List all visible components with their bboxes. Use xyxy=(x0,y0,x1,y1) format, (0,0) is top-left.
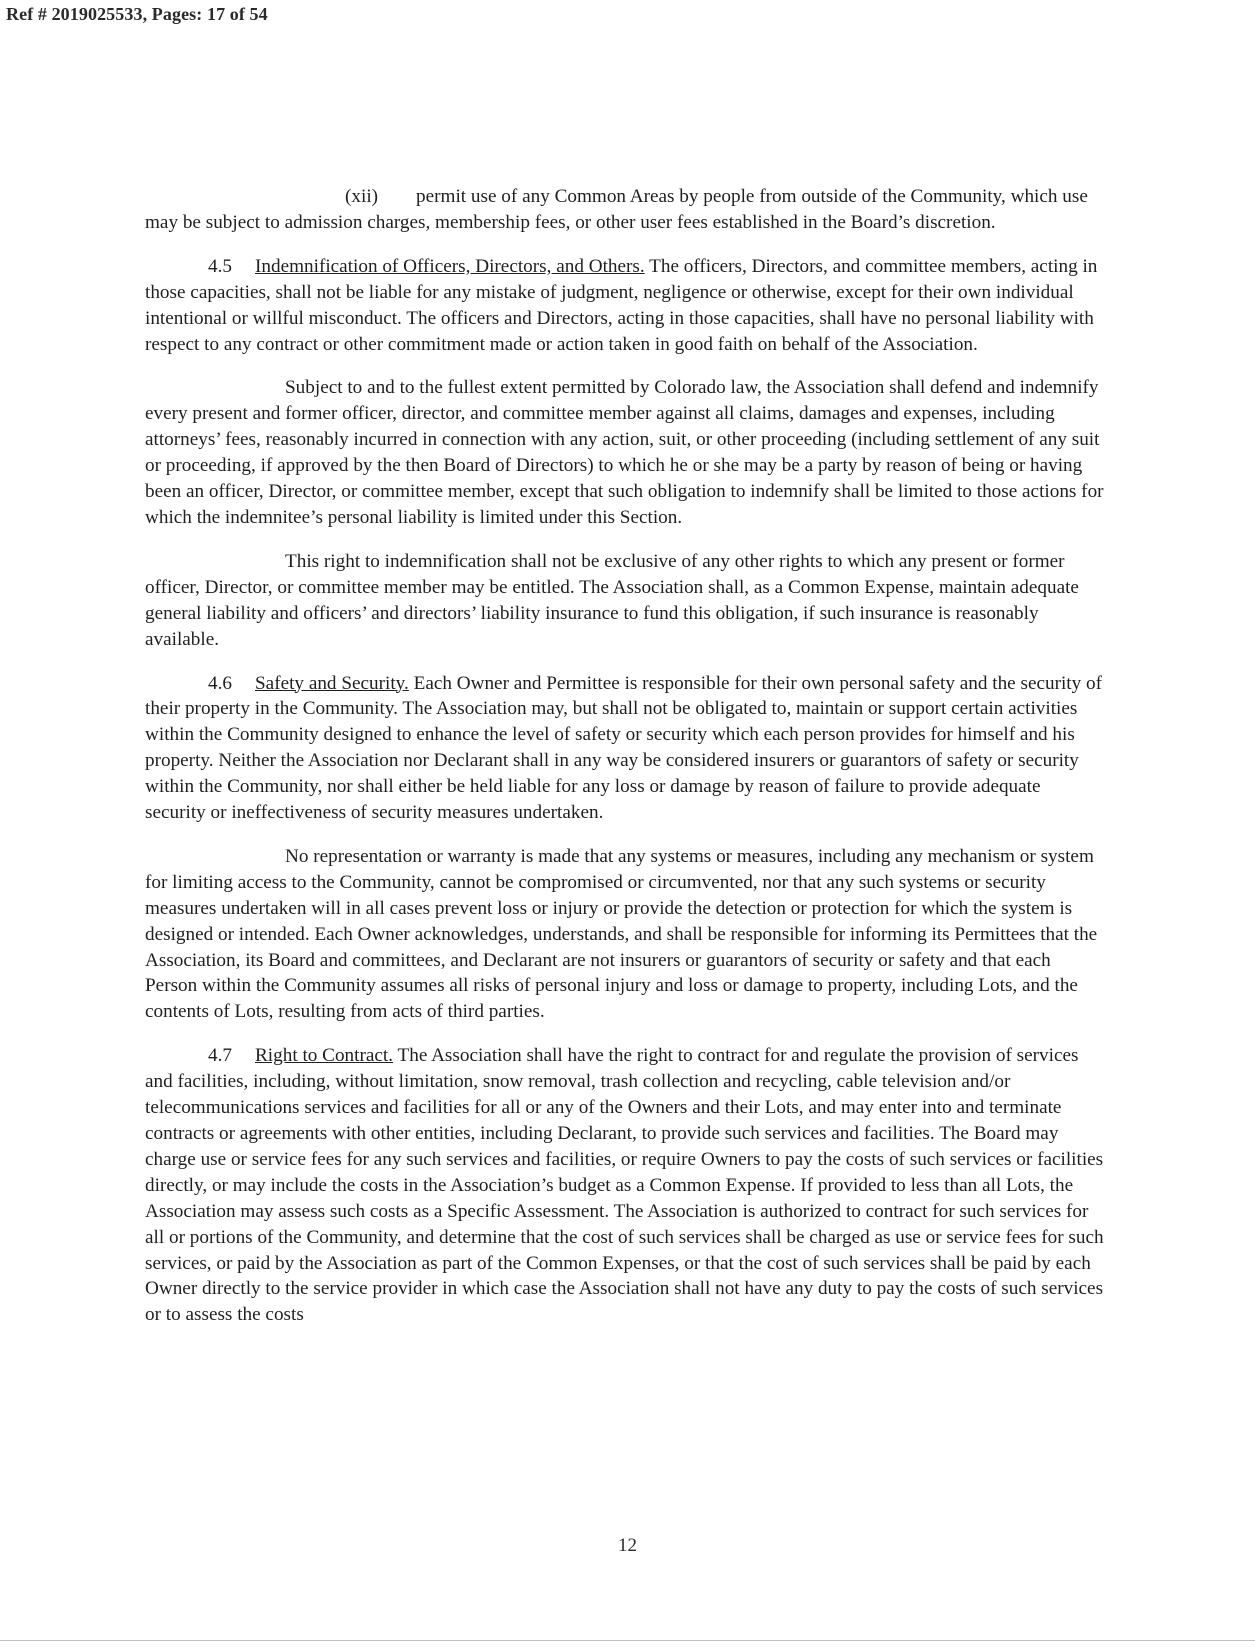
section-4-5-exclusivity xyxy=(145,549,1105,653)
section-text: The officers, Directors, and committee members, acting in those capacities, shall not be liable for any mistake of judgment, negligence or otherwise, except for their own individual intentional or willful misconduct. The officers and Directors, acting in those capacities, shall have no personal liability with respect to any contract or other commitment made or action taken in good faith on behalf of the Association. xyxy=(145,255,1098,355)
paragraph-text: Subject to and to the fullest extent permitted by Colorado law, the Association shall defend and indemnify every present and former officer, director, and committee member against all claims, damages and expenses, including attorneys’ fees, reasonably incurred in connection with any action, suit, or other proceeding (including settlement of any suit or proceeding, if approved by the then Board of Directors) to which he or she may be a party by reason of being or having been an officer, Director, or committee member, except that such obligation to indemnify shall be limited to those actions for which the indemnitee’s personal liability is limited under this Section. xyxy=(145,377,1104,528)
document-reference-header: Ref # 2019025533, Pages: 17 of 54 xyxy=(6,4,268,24)
section-text: Each Owner and Permittee is responsible for their own personal safety and the security of their property in the Community. The Association may, but shall not be obligated to, maintain or support certain activities within the Community designed to enhance the level of safety or security which each person provides for himself and his property. Neither the Association nor Declarant shall in any way be considered insurers or guarantors of safety or security within the Community, nor shall either be held liable for any loss or damage by reason of failure to provide adequate security or ineffectiveness of security measures undertaken. xyxy=(145,672,1103,824)
paragraph-marker: (xii) xyxy=(345,186,379,207)
bottom-divider xyxy=(0,1640,1255,1641)
section-4-7 xyxy=(145,1043,1105,1328)
section-4-5-indemnify xyxy=(145,375,1105,530)
section-heading: Right to Contract. xyxy=(255,1045,394,1067)
paragraph-text: This right to indemnification shall not be exclusive of any other rights to which any present or former officer, Director, or committee member may be entitled. The Association shall, as a Common Expense, maintain adequate general liability and officers’ and directors’ liability insurance to fund this obligation, if such insurance is reasonably available. xyxy=(145,550,1079,650)
section-number: 4.7 xyxy=(208,1045,232,1067)
section-4-6-no-warranty xyxy=(145,844,1105,1025)
section-4-6 xyxy=(145,671,1105,826)
section-number: 4.5 xyxy=(208,255,232,277)
paragraph-xii xyxy=(145,184,1105,236)
document-body xyxy=(145,184,1105,1346)
paragraph-text: No representation or warranty is made that any systems or measures, including any mechanism or system for limiting access to the Community, cannot be compromised or circumvented, nor that any such systems or security measures undertaken will in all cases prevent loss or injury or provide the detection or protection for which the system is designed or intended. Each Owner acknowledges, understands, and shall be responsible for informing its Permittees that the Association, its Board and committees, and Declarant are not insurers or guarantors of security or safety and that each Person within the Community assumes all risks of personal injury and loss or damage to property, including Lots, and the contents of Lots, resulting from acts of third parties. xyxy=(145,845,1098,1023)
section-heading: Safety and Security. xyxy=(255,672,409,694)
section-4-5 xyxy=(145,254,1105,358)
paragraph-text: permit use of any Common Areas by people from outside of the Community, which use may be subject to admission charges, membership fees, or other user fees established in the Board’s discretion. xyxy=(145,186,1088,233)
section-number: 4.6 xyxy=(208,672,232,694)
section-text: The Association shall have the right to contract for and regulate the provision of services and facilities, including, without limitation, snow removal, trash collection and recycling, cable television and/or telecommunications services and facilities for all or any of the Owners and their Lots, and may enter into and terminate contracts or agreements with other entities, including Declarant, to provide such services and facilities. The Board may charge use or service fees for any such services and facilities, or require Owners to pay the costs of such services or facilities directly, or may include the costs in the Association’s budget as a Common Expense. If provided to less than all Lots, the Association may assess such costs as a Specific Assessment. The Association is authorized to contract for such services for all or portions of the Community, and determine that the cost of such services shall be charged as use or service fees for such services, or paid by the Association as part of the Common Expenses, or that the cost of such services shall be paid by each Owner directly to the service provider in which case the Association shall not have any duty to pay the costs of such services or to assess the costs xyxy=(145,1045,1104,1326)
section-heading: Indemnification of Officers, Directors, and Others. xyxy=(255,255,645,277)
page-number: 12 xyxy=(618,1535,637,1556)
